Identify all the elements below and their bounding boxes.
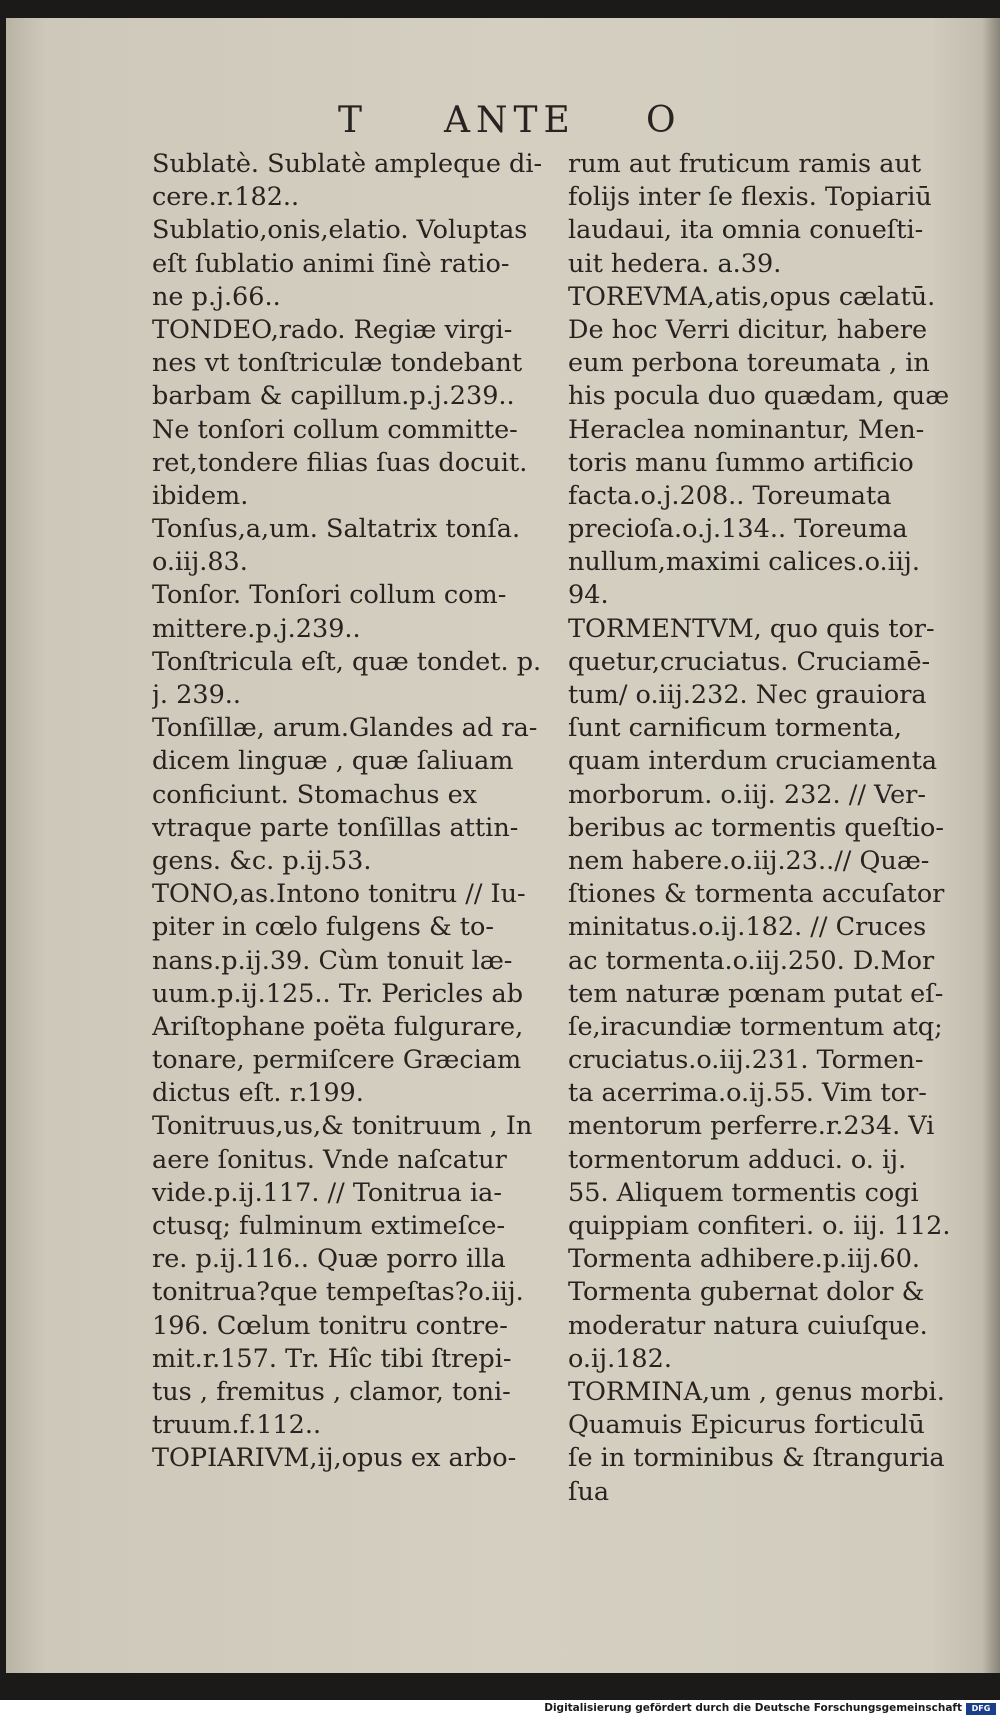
text-line: 196. Cœlum tonitru contre-: [152, 1310, 508, 1341]
running-head: [6, 100, 1000, 150]
text-line: De hoc Verri dicitur, habere: [568, 314, 928, 345]
text-line: truum.f.112..: [152, 1410, 322, 1441]
text-line: Tormenta adhibere.p.iij.60.: [568, 1244, 921, 1275]
text-line: eum perbona toreumata , in: [568, 348, 930, 379]
text-line: nem habere.o.iij.23..// Quæ-: [568, 845, 930, 876]
text-line: quam interdum cruciamenta: [568, 746, 938, 777]
text-line: vtraque parte tonſillas attin-: [152, 812, 519, 843]
text-line: Heraclea nominantur, Men-: [568, 414, 925, 445]
text-column-right: [568, 148, 988, 1509]
text-line: tonare, permiſcere Græciam: [152, 1045, 522, 1076]
text-line: rum aut fruticum ramis aut: [568, 149, 922, 179]
text-line: morborum. o.iij. 232. // Ver-: [568, 779, 926, 810]
text-line: conficiunt. Stomachus ex: [152, 779, 478, 810]
text-line: cruciatus.o.iij.231. Tormen-: [568, 1045, 924, 1076]
running-head-right: O: [646, 100, 682, 141]
text-line: Tonſus,a,um. Saltatrix tonſa.: [152, 514, 521, 545]
text-line: ſua: [568, 1476, 610, 1507]
text-line: mit.r.157. Tr. Hîc tibi ſtrepi-: [152, 1343, 512, 1374]
text-line: TORMENTVM, quo quis tor-: [568, 613, 935, 644]
text-line: dictus eſt. r.199.: [152, 1078, 364, 1109]
text-line: cere.r.182..: [152, 182, 300, 213]
text-line: TONDEO,rado. Regiæ virgi-: [152, 314, 513, 345]
text-line: j. 239..: [152, 680, 242, 710]
text-line: tum/ o.iij.232. Nec grauiora: [568, 680, 927, 710]
text-line: Sublatè. Sublatè ampleque di-: [152, 149, 543, 179]
text-line: Ariſtophane poëta fulgurare,: [152, 1011, 524, 1042]
text-line: re. p.ij.116.. Quæ porro illa: [152, 1244, 506, 1275]
text-line: ibidem.: [152, 480, 249, 511]
text-line: piter in cœlo fulgens & to-: [152, 912, 494, 943]
text-line: laudaui, ita omnia conueſti-: [568, 215, 924, 246]
text-line: ctusq; fulminum extimeſce-: [152, 1211, 506, 1241]
text-line: o.iij.83.: [152, 547, 248, 578]
text-line: dicem linguæ , quæ ſaliuam: [152, 746, 514, 777]
text-line: TOREVMA,atis,opus cælatū.: [568, 281, 936, 312]
text-line: his pocula duo quædam, quæ: [568, 381, 950, 412]
text-line: mittere.p.j.239..: [152, 613, 361, 644]
text-column-left: [152, 148, 572, 1476]
text-line: Tonſtricula eſt, quæ tondet. p.: [152, 646, 542, 677]
digitization-credit: Digitalisierung gefördert durch die Deutsche Forschungsgemeinschaft: [544, 1702, 962, 1714]
text-line: TORMINA,um , genus morbi.: [568, 1376, 945, 1407]
text-line: nullum,maximi calices.o.iij.: [568, 547, 920, 578]
text-line: TOPIARIVM,ij,opus ex arbo-: [152, 1443, 517, 1474]
text-line: ac tormenta.o.iij.250. D.Mor: [568, 945, 935, 976]
text-line: uit hedera. a.39.: [568, 248, 782, 279]
text-line: barbam & capillum.p.j.239..: [152, 381, 515, 412]
text-line: tormentorum adduci. o. ij.: [568, 1144, 907, 1175]
text-line: ſe in torminibus & ſtranguria: [568, 1443, 945, 1474]
text-line: 94.: [568, 580, 609, 611]
running-head-left: T: [338, 100, 369, 141]
text-line: eſt ſublatio animi ſinè ratio-: [152, 248, 510, 279]
text-line: moderatur natura cuiuſque.: [568, 1310, 928, 1341]
text-line: ſunt carnificum tormenta,: [568, 713, 902, 744]
text-line: facta.o.j.208.. Toreumata: [568, 480, 892, 511]
text-line: beribus ac tormentis queſtio-: [568, 812, 945, 843]
text-line: 55. Aliquem tormentis cogi: [568, 1177, 919, 1208]
text-line: Quamuis Epicurus forticulū: [568, 1410, 925, 1441]
text-line: tonitrua?que tempeſtas?o.iij.: [152, 1277, 524, 1308]
text-line: Sublatio,onis,elatio. Voluptas: [152, 215, 528, 246]
text-line: gens. &c. p.ij.53.: [152, 845, 372, 876]
text-line: quetur,cruciatus. Cruciamē-: [568, 646, 931, 677]
text-line: folijs inter ſe flexis. Topiariū: [568, 182, 932, 213]
text-line: Tonſillæ, arum.Glandes ad ra-: [152, 713, 538, 744]
text-line: toris manu ſummo artificio: [568, 447, 914, 478]
text-line: quippiam confiteri. o. iij. 112.: [568, 1211, 951, 1241]
text-line: ſtiones & tormenta accuſator: [568, 879, 945, 910]
text-line: Tonitruus,us,& tonitruum , In: [152, 1111, 533, 1142]
book-page: [6, 18, 1000, 1673]
text-line: ret,tondere filias ſuas docuit.: [152, 447, 528, 478]
text-line: uum.p.ij.125.. Tr. Pericles ab: [152, 978, 524, 1009]
digitization-footer: [0, 1700, 1000, 1720]
text-line: minitatus.o.ij.182. // Cruces: [568, 912, 927, 943]
text-line: TONO,as.Intono tonitru // Iu-: [152, 879, 526, 910]
text-line: ſe,iracundiæ tormentum atq;: [568, 1011, 943, 1042]
text-line: ne p.j.66..: [152, 281, 281, 312]
text-line: Tormenta gubernat dolor &: [568, 1277, 925, 1308]
text-line: o.ij.182.: [568, 1343, 672, 1374]
text-line: precioſa.o.j.134.. Toreuma: [568, 514, 908, 545]
dfg-logo-icon: DFG: [966, 1703, 996, 1715]
text-line: nans.p.ij.39. Cùm tonuit læ-: [152, 945, 513, 976]
text-line: nes vt tonſtriculæ tondebant: [152, 348, 523, 379]
text-line: ta acerrima.o.ij.55. Vim tor-: [568, 1078, 927, 1109]
running-head-center: ANTE: [444, 100, 576, 141]
text-line: tem naturæ pœnam putat eſ-: [568, 978, 944, 1009]
text-line: Tonſor. Tonſori collum com-: [152, 580, 507, 611]
text-line: Ne tonſori collum committe-: [152, 414, 518, 445]
text-line: mentorum perferre.r.234. Vi: [568, 1111, 935, 1142]
text-line: vide.p.ij.117. // Tonitrua ia-: [152, 1177, 502, 1208]
text-line: tus , fremitus , clamor, toni-: [152, 1376, 511, 1407]
text-line: aere ſonitus. Vnde naſcatur: [152, 1144, 507, 1175]
